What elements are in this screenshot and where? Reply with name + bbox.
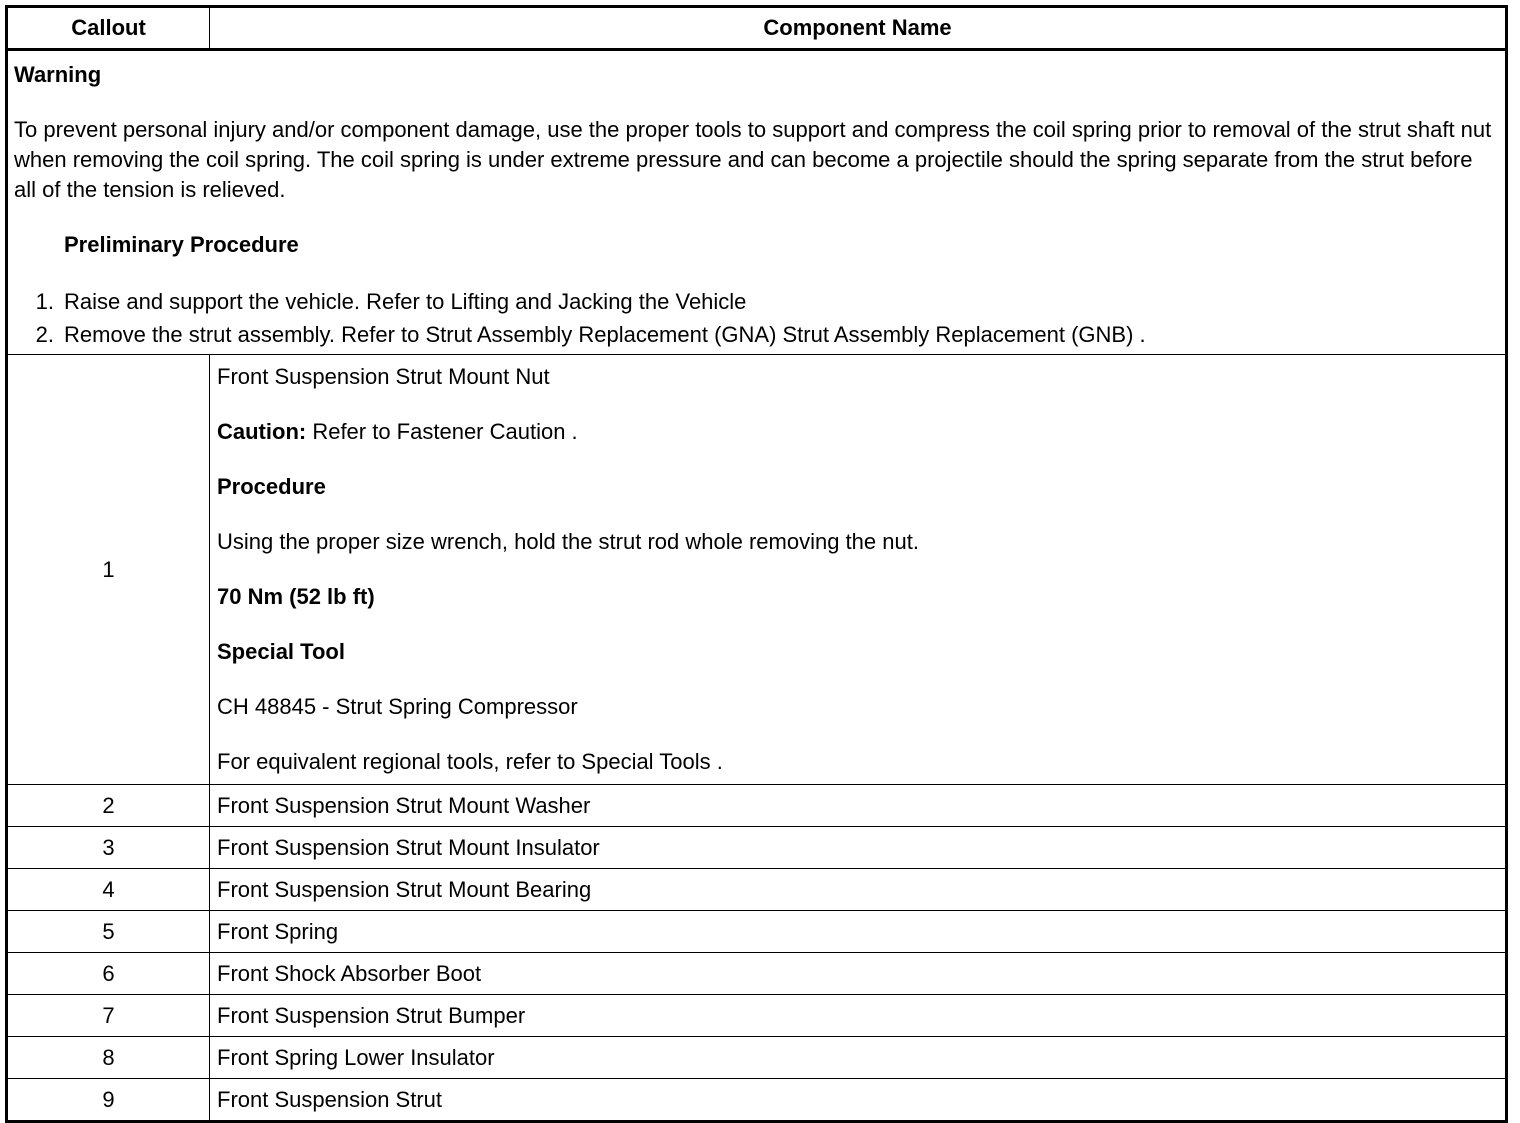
torque-spec: 70 Nm (52 lb ft) xyxy=(217,584,375,609)
preliminary-procedure-title: Preliminary Procedure xyxy=(64,232,299,257)
caution-note xyxy=(217,417,1498,447)
procedure-title: Procedure xyxy=(217,474,326,499)
callout-cell: 4 xyxy=(7,869,210,911)
callout-cell: 9 xyxy=(7,1079,210,1122)
component-name: Front Suspension Strut Mount Bearing xyxy=(210,869,1507,911)
header-component-name: Component Name xyxy=(210,7,1507,50)
table-row xyxy=(7,785,1507,827)
procedure-text: Using the proper size wrench, hold the strut rod whole removing the nut. xyxy=(217,529,919,554)
special-tool-title: Special Tool xyxy=(217,639,345,664)
step-text: Remove the strut assembly. Refer to Strut Assembly Replacement (GNA) Strut Assembly Replacement (GNB) . xyxy=(64,322,1146,347)
callout-cell: 2 xyxy=(7,785,210,827)
component-table xyxy=(5,5,1508,1123)
table-row xyxy=(7,1037,1507,1079)
table-row xyxy=(7,911,1507,953)
table-row xyxy=(7,995,1507,1037)
callout-cell: 6 xyxy=(7,953,210,995)
preliminary-step xyxy=(14,318,1499,351)
component-name: Front Suspension Strut xyxy=(210,1079,1507,1122)
intro-row xyxy=(7,50,1507,355)
callout-cell: 5 xyxy=(7,911,210,953)
preliminary-steps xyxy=(14,285,1499,351)
component-name: Front Suspension Strut Bumper xyxy=(210,995,1507,1037)
preliminary-step xyxy=(14,285,1499,318)
callout-cell: 3 xyxy=(7,827,210,869)
step-text: Raise and support the vehicle. Refer to Lifting and Jacking the Vehicle xyxy=(64,289,747,314)
warning-text: To prevent personal injury and/or component damage, use the proper tools to support and compress the coil spring prior to removal of the strut shaft nut when removing the coil spring. The coil spring is under extreme pressure and can become a projectile should the spring separate from the strut before all of the tension is relieved. xyxy=(14,117,1492,202)
header-callout: Callout xyxy=(7,7,210,50)
caution-label: Caution: xyxy=(217,419,307,444)
caution-text: Refer to Fastener Caution . xyxy=(306,419,578,444)
component-name: Front Suspension Strut Mount Washer xyxy=(210,785,1507,827)
warning-title: Warning xyxy=(14,62,102,87)
table-row xyxy=(7,953,1507,995)
component-name: Front Spring Lower Insulator xyxy=(210,1037,1507,1079)
component-name: Front Shock Absorber Boot xyxy=(210,953,1507,995)
table-header-row xyxy=(7,7,1507,50)
table-row xyxy=(7,1079,1507,1122)
component-name: Front Spring xyxy=(210,911,1507,953)
special-tool: CH 48845 - Strut Spring Compressor xyxy=(217,694,578,719)
callout-cell: 7 xyxy=(7,995,210,1037)
regional-tools-note: For equivalent regional tools, refer to Special Tools . xyxy=(217,749,723,774)
callout-cell: 1 xyxy=(7,355,210,785)
callout-cell: 8 xyxy=(7,1037,210,1079)
intro-cell xyxy=(7,50,1507,355)
component-name: Front Suspension Strut Mount Nut xyxy=(217,364,550,389)
step-number: 1. xyxy=(35,289,54,314)
table-row xyxy=(7,869,1507,911)
step-number: 2. xyxy=(35,322,54,347)
table-row xyxy=(7,355,1507,785)
table-row xyxy=(7,827,1507,869)
component-detail-cell xyxy=(210,355,1507,785)
component-name: Front Suspension Strut Mount Insulator xyxy=(210,827,1507,869)
